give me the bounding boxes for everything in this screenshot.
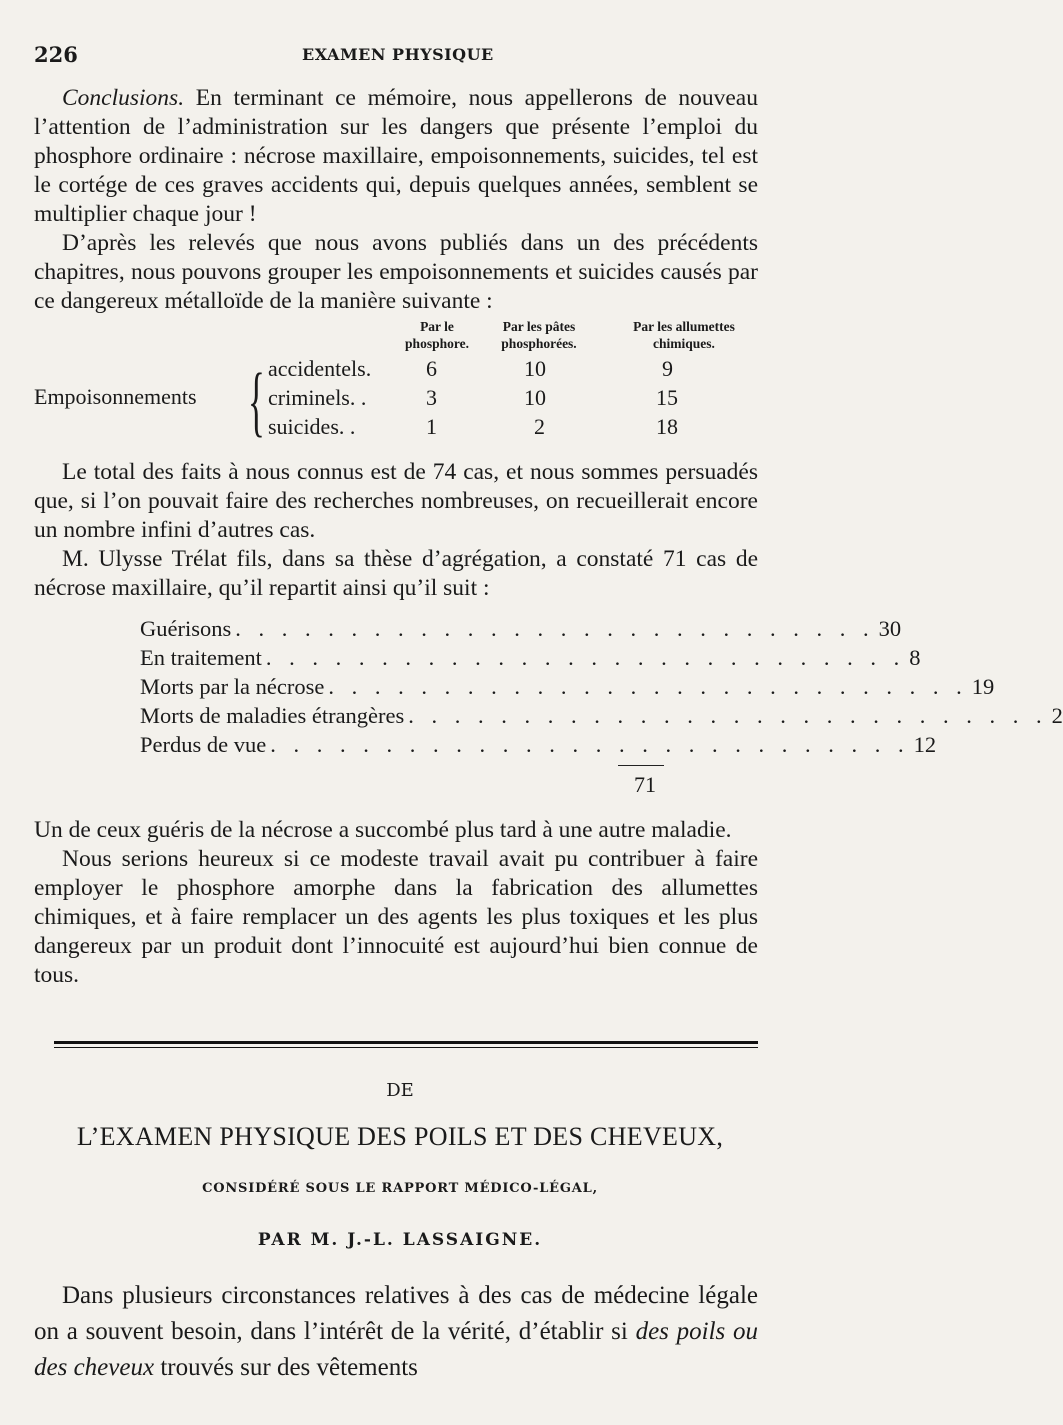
running-head: EXAMEN PHYSIQUE bbox=[302, 45, 494, 64]
list-item bbox=[140, 645, 921, 674]
leader-dots: . . . . . . . . . . . . . . . . . . . . . . . . . . . . bbox=[235, 616, 875, 641]
necrose-total: 71 bbox=[634, 772, 656, 797]
article-subtitle: CONSIDÉRÉ SOUS LE RAPPORT MÉDICO-LÉGAL, bbox=[202, 1181, 598, 1196]
intro-paragraph bbox=[34, 1278, 758, 1386]
conclusions-label: Conclusions. bbox=[62, 85, 185, 111]
brace-glyph: { bbox=[248, 357, 265, 444]
col-header-phosphore-line2: phosphore. bbox=[405, 336, 469, 351]
intro-after: trouvés sur des vêtements bbox=[154, 1354, 418, 1381]
intro-before: Dans plusieurs circonstances relatives à des cas de médecine légale on a souvent besoin, dans l’intérêt de la vérité, d’établir si bbox=[34, 1282, 758, 1345]
conclusions-paragraph bbox=[34, 84, 758, 229]
conclusions-section bbox=[34, 84, 758, 316]
trelat-paragraph: M. Ulysse Trélat fils, dans sa thèse d’agrégation, a constaté 71 cas de nécrose maxillaire, qu’il repartit ainsi qu’il suit : bbox=[34, 546, 758, 601]
section-divider-thick bbox=[54, 1041, 758, 1044]
col-header-phosphore bbox=[392, 318, 482, 352]
list-item-label: En traitement bbox=[140, 645, 262, 670]
row-label-suicides: suicides. . bbox=[268, 414, 356, 439]
group-label: Empoisonnements bbox=[34, 384, 197, 409]
cell-suicides-pates: 2 bbox=[534, 414, 545, 439]
intro-italic: des poils ou des cheveux bbox=[34, 1318, 758, 1381]
leader-dots: . . . . . . . . . . . . . . . . . . . . . . . . . . . . bbox=[408, 703, 1048, 728]
row-label-criminels: criminels. . bbox=[268, 385, 367, 410]
cell-suicides-phosphore: 1 bbox=[426, 414, 437, 439]
cell-accidentels-allumettes: 9 bbox=[662, 356, 673, 381]
leader-dots: . . . . . . . . . . . . . . . . . . . . . . . . . . . . bbox=[328, 674, 968, 699]
list-item bbox=[140, 674, 995, 703]
list-item-value: 8 bbox=[909, 645, 921, 670]
col-header-phosphore-line1: Par le bbox=[420, 319, 454, 334]
list-item bbox=[140, 732, 937, 761]
row-label-accidentels: accidentels. bbox=[268, 356, 372, 381]
col-header-allumettes-line1: Par les allumettes bbox=[633, 319, 735, 334]
list-item-value: 12 bbox=[913, 732, 937, 757]
closing-section bbox=[34, 816, 758, 990]
article-title: L’EXAMEN PHYSIQUE DES POILS ET DES CHEVEUX, bbox=[76, 1122, 724, 1151]
grouping-paragraph: D’après les relevés que nous avons publiés dans un des précédents chapitres, nous pouvons grouper les empoisonnements et suicides causés par ce dangereux métalloïde de la manière suivante : bbox=[34, 230, 758, 314]
col-header-pates bbox=[480, 318, 598, 352]
list-item-value: 30 bbox=[878, 616, 902, 641]
article-author: PAR M. J.-L. LASSAIGNE. bbox=[257, 1230, 543, 1250]
leader-dots: . . . . . . . . . . . . . . . . . . . . . . . . . . . . bbox=[270, 732, 910, 757]
list-item bbox=[140, 703, 1063, 732]
col-header-pates-line1: Par les pâtes bbox=[502, 319, 576, 334]
list-item-label: Guérisons bbox=[140, 616, 232, 641]
cell-suicides-allumettes: 18 bbox=[656, 414, 678, 439]
gueri-paragraph: Un de ceux guéris de la nécrose a succombé plus tard à une autre maladie. bbox=[34, 817, 732, 843]
section-divider-thin bbox=[54, 1047, 758, 1048]
page-number: 226 bbox=[34, 42, 78, 67]
page-header bbox=[34, 42, 764, 72]
cell-criminels-phosphore: 3 bbox=[426, 385, 437, 410]
cell-accidentels-pates: 10 bbox=[524, 356, 546, 381]
col-header-allumettes-line2: chimiques. bbox=[653, 336, 715, 351]
poisoning-table bbox=[34, 318, 764, 446]
list-item-label: Perdus de vue bbox=[140, 732, 267, 757]
totals-section bbox=[34, 458, 758, 603]
cell-accidentels-phosphore: 6 bbox=[426, 356, 437, 381]
conclusions-text: En terminant ce mémoire, nous appellerons de nouveau l’attention de l’administration sur les dangers que présente l’emploi du phosphore ordinaire : nécrose maxillaire, empoisonnements, suicides, tel est le cortége de ces graves accidents qui, depuis quelques années, semblent se multiplier chaque jour ! bbox=[34, 85, 758, 227]
cell-criminels-pates: 10 bbox=[524, 385, 546, 410]
col-header-allumettes bbox=[604, 318, 764, 352]
final-paragraph: Nous serions heureux si ce modeste travail avait pu contribuer à faire employer le phosphore amorphe dans la fabrication des allumettes chimiques, et à faire remplacer un des agents les plus toxiques et les plus dangereux par un produit dont l’innocuité est aujourd’hui bien connue de tous. bbox=[34, 846, 758, 988]
list-item-label: Morts par la nécrose bbox=[140, 674, 325, 699]
sum-rule bbox=[618, 765, 664, 766]
article-de: DE bbox=[386, 1080, 414, 1101]
list-item-value: 2 bbox=[1051, 703, 1063, 728]
list-item-value: 19 bbox=[971, 674, 995, 699]
necrose-list bbox=[140, 616, 1063, 761]
leader-dots: . . . . . . . . . . . . . . . . . . . . . . . . . . . . bbox=[265, 645, 906, 670]
col-header-pates-line2: phosphorées. bbox=[501, 336, 577, 351]
total-paragraph: Le total des faits à nous connus est de 74 cas, et nous sommes persuadés que, si l’on pouvait faire des recherches nombreuses, on recueillerait encore un nombre infini d’autres cas. bbox=[34, 459, 758, 543]
list-item-label: Morts de maladies étrangères bbox=[140, 703, 405, 728]
article-intro bbox=[34, 1278, 758, 1386]
list-item bbox=[140, 616, 902, 645]
cell-criminels-allumettes: 15 bbox=[656, 385, 678, 410]
